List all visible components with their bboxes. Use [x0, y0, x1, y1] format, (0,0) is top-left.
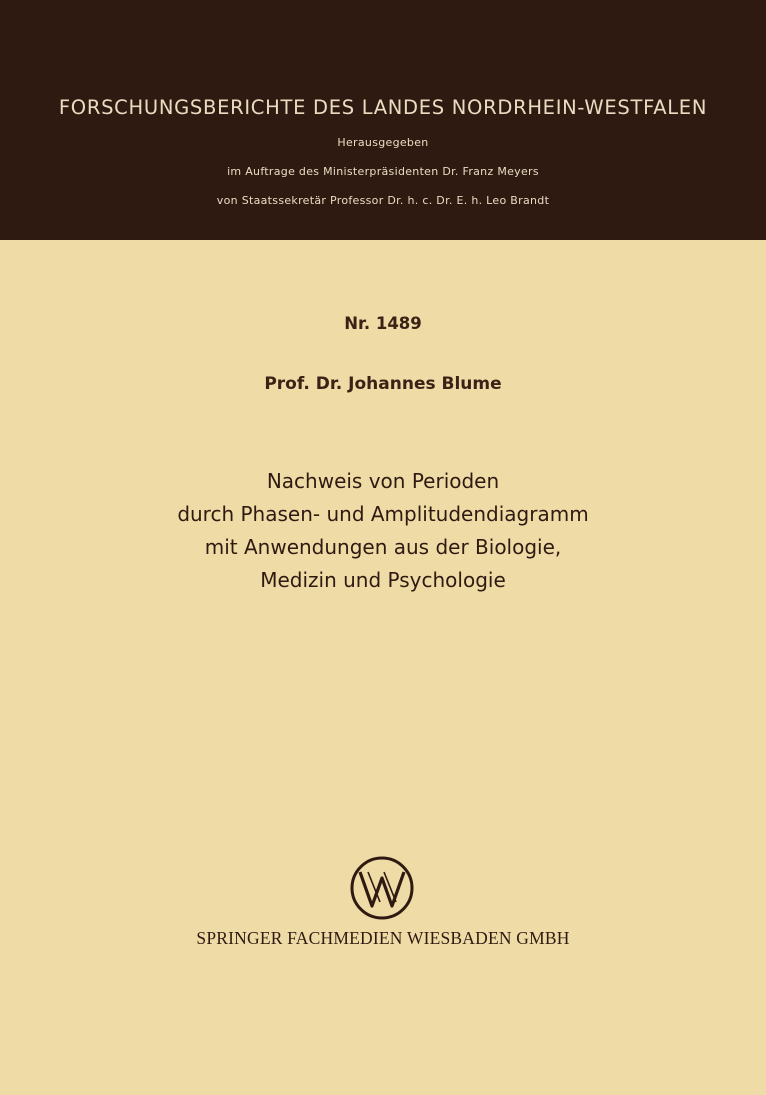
springer-vw-logo-icon	[348, 854, 416, 922]
book-title	[0, 465, 766, 597]
title-line-2: durch Phasen- und Amplitudendiagramm	[177, 502, 589, 526]
editor-line-3: von Staatssekretär Professor Dr. h. c. Dr. E. h. Leo Brandt	[216, 194, 550, 207]
editor-line-1: Herausgegeben	[337, 136, 429, 149]
header-band	[0, 0, 766, 240]
publisher-name: SPRINGER FACHMEDIEN WIESBADEN GMBH	[196, 928, 570, 948]
title-line-3: mit Anwendungen aus der Biologie,	[204, 535, 562, 559]
title-line-1: Nachweis von Perioden	[266, 469, 500, 493]
author-name: Prof. Dr. Johannes Blume	[264, 374, 502, 394]
series-title: FORSCHUNGSBERICHTE DES LANDES NORDRHEIN-WESTFALEN	[58, 96, 708, 119]
volume-number: Nr. 1489	[344, 314, 422, 333]
title-line-4: Medizin und Psychologie	[260, 568, 506, 592]
editor-line-2: im Auftrage des Ministerpräsidenten Dr. Franz Meyers	[227, 165, 539, 178]
